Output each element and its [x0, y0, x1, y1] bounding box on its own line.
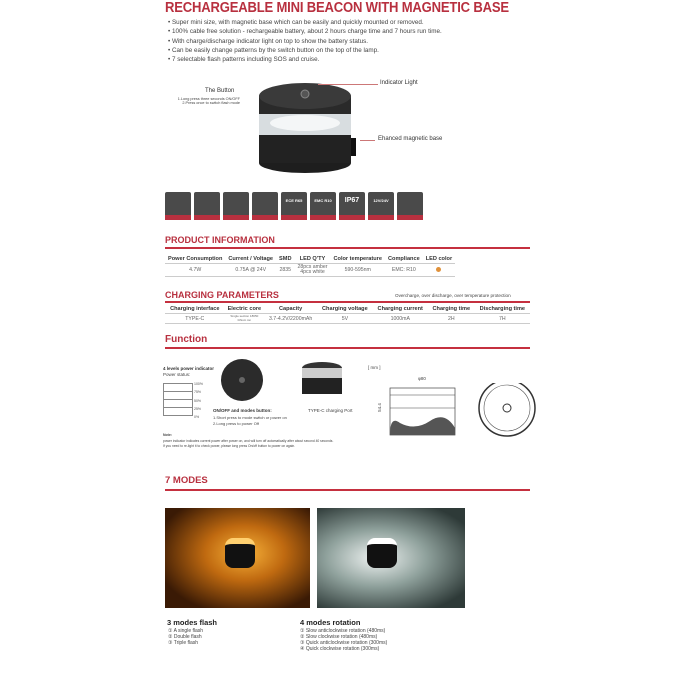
magnet-icon	[165, 192, 191, 220]
unit-label: [ mm ]	[368, 365, 381, 370]
table-row: TYPE-C Single section 18650 lithium ion 3.7-4.2V/2200mAh 5V 1000mA 2H 7H	[165, 314, 530, 324]
button-note: 2.Press once to switch flash mode	[182, 101, 240, 105]
flash-modes-title: 3 modes flash	[167, 618, 218, 627]
note-text: If you need to re-light it to check power, please long press On/off button to power on again.	[163, 443, 296, 448]
power-status-label: Power status:	[163, 372, 191, 377]
onoff-note: 1.Short press to mode switch or power on	[213, 415, 287, 420]
level-label: 100%	[194, 382, 203, 386]
waterproof-icon	[223, 192, 249, 220]
button-note: 1.Long press three seconds ON/OFF	[177, 97, 240, 101]
rotation-modes-title: 4 modes rotation	[300, 618, 361, 627]
charging-note: Overcharge, over discharge, over temperature protection	[395, 293, 511, 298]
feature-item: • 7 selectable flash patterns including SOS and cruise.	[168, 55, 442, 64]
charging-heading: CHARGING PARAMETERS	[165, 290, 279, 300]
indicator-light-label: Indicator Light	[380, 80, 418, 86]
icon-label: 12V/24V	[373, 198, 389, 203]
power-indicator-title: 4 levels power indicator	[163, 366, 215, 371]
white-rotation-photo	[317, 508, 465, 608]
level-label: 0%	[194, 415, 200, 420]
product-info-table: Power Consumption Current / Voltage SMD LED Q'TY Color temperature Compliance LED color 4.7W 0.75A @ 24V 2835 28pcs amber 4pcs white 590-595nm EMC: R10	[165, 255, 455, 277]
mount-icon	[252, 192, 278, 220]
onoff-note: 2.Long press to power Off	[213, 421, 259, 426]
emc-icon	[310, 192, 336, 220]
power-level-graphic	[163, 383, 193, 416]
level-label: 75%	[194, 390, 202, 395]
rotation-mode-item: ④ Quick clockwise rotation (300ms)	[300, 646, 380, 652]
page-title: RECHARGEABLE MINI BEACON WITH MAGNETIC BASE	[165, 0, 509, 16]
magnetic-base-label: Ehanced magnetic base	[378, 136, 443, 142]
product-info-heading: PRODUCT INFORMATION	[165, 235, 275, 245]
dimension-drawing	[385, 383, 545, 443]
ip67-icon	[339, 192, 365, 220]
icon-label: EMC R10	[314, 198, 332, 203]
charging-table: Charging interface Electric core Capacity Charging voltage Charging current Charging time Discharging time TYPE-C Single section 18650 lithium ion 3.7-4.2V/2200mAh 5V 1000mA 2H 7H	[165, 305, 530, 324]
feature-item: • Super mini size, with magnetic base which can be easily and quickly mounted or removed.	[168, 18, 442, 27]
height-label: 54.4	[376, 403, 382, 412]
flash-mode-item: ① A single flash	[168, 628, 204, 634]
level-label: 50%	[194, 398, 202, 403]
diameter-label: φ80	[418, 376, 426, 381]
side-view-photo	[300, 360, 345, 400]
feature-list	[168, 18, 442, 64]
feature-item: • 100% cable free solution - rechargeable battery, about 2 hours charge time and 7 hours run time.	[168, 27, 442, 36]
table-row: 4.7W 0.75A @ 24V 2835 28pcs amber 4pcs white 590-595nm EMC: R10	[165, 264, 455, 277]
flash-mode-item: ② Double flash	[168, 634, 202, 640]
level-label: 25%	[194, 406, 202, 411]
temperature-icon	[397, 192, 423, 220]
function-heading: Function	[165, 334, 208, 345]
note-text: power indicator indicates current power after power on, and will turn off automatically after about second 40 seconds.	[163, 439, 334, 443]
beacon-product-image	[250, 78, 365, 178]
icon-label: IP67	[344, 197, 360, 204]
rotation-mode-item: ② Slow clockwise rotation (480ms)	[300, 634, 378, 640]
feature-item: • Can be easily change patterns by the switch button on the top of the lamp.	[168, 46, 442, 55]
rotation-mode-item: ① Slow anticlockwise rotation (480ms)	[300, 628, 386, 634]
voltage-icon	[368, 192, 394, 220]
modes-heading: 7 MODES	[165, 475, 208, 486]
note-title: Note:	[163, 433, 172, 437]
button-label: The Button	[205, 88, 235, 94]
typec-label: TYPE-C charging Port	[308, 408, 353, 413]
rotation-mode-item: ③ Quick anticlockwise rotation (300ms)	[300, 640, 388, 646]
led-color-swatch	[436, 267, 441, 272]
flash-mode-item: ③ Triple flash	[168, 640, 199, 646]
amber-flash-photo	[165, 508, 310, 608]
charging-icon	[194, 192, 220, 220]
feature-item: • With charge/discharge indicator light on top to show the battery status.	[168, 37, 442, 46]
icon-label: ECE R65	[285, 198, 303, 203]
top-view-photo	[220, 358, 265, 403]
onoff-title: ON/OFF and modes button:	[213, 408, 272, 413]
ece-icon	[281, 192, 307, 220]
